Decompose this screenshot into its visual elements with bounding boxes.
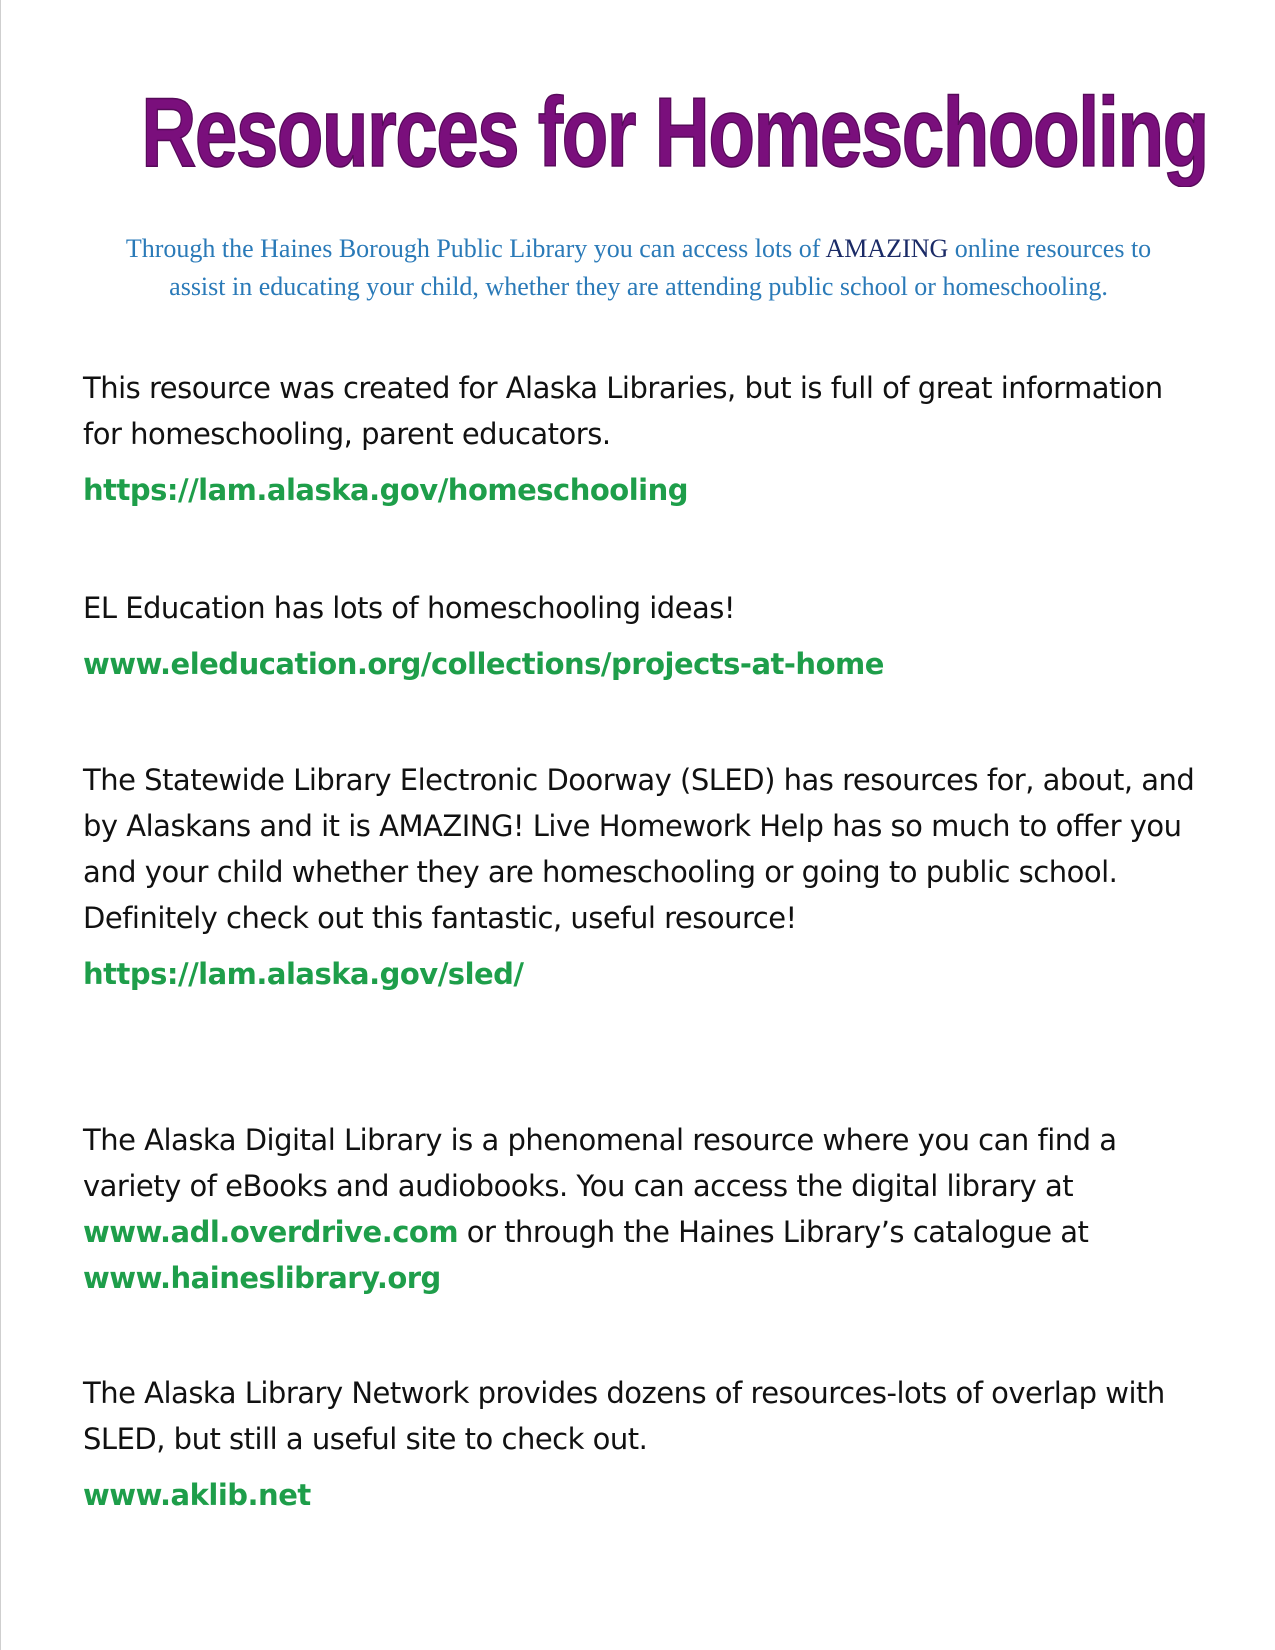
section-alaska-libraries	[83, 365, 1203, 513]
intro-text-end: online resources to assist in educating your child, whether they are attending public school or homeschooling.	[169, 234, 1152, 301]
section-text: This resource was created for Alaska Libraries, but is full of great information for homeschooling, parent educators.	[83, 371, 1163, 451]
page-title: Resources for Homeschooling	[141, 77, 1208, 187]
link-aklib[interactable]: www.aklib.net	[83, 1478, 311, 1512]
link-sled[interactable]: https://lam.alaska.gov/sled/	[83, 957, 524, 991]
section-text: EL Education has lots of homeschooling ideas!	[83, 591, 736, 625]
intro-text-start: Through the Haines Borough Public Library you can access lots of	[125, 234, 826, 263]
section-alaska-digital-library	[83, 1117, 1203, 1301]
section-text-start: The Alaska Digital Library is a phenomenal resource where you can find a variety of eBooks and audiobooks. You can access the digital library at	[83, 1123, 1117, 1203]
section-el-education	[83, 585, 1203, 687]
intro-amazing-word: AMAZING	[825, 234, 949, 263]
section-sled	[83, 757, 1203, 997]
section-text: The Alaska Library Network provides dozens of resources-lots of overlap with SLED, but still a useful site to check out.	[83, 1376, 1165, 1456]
section-text: The Statewide Library Electronic Doorway (SLED) has resources for, about, and by Alaskans and it is AMAZING! Live Homework Help has so much to offer you and your child whether they are homeschooling or going to public school. Definitely check out this fantastic, useful resource!	[83, 763, 1195, 935]
section-text-middle: or through the Haines Library’s catalogue at	[458, 1215, 1089, 1249]
link-eleducation[interactable]: www.eleducation.org/collections/projects-at-home	[83, 647, 884, 681]
section-text	[83, 1117, 1203, 1301]
link-haines-library[interactable]: www.haineslibrary.org	[83, 1261, 441, 1295]
link-adl-overdrive[interactable]: www.adl.overdrive.com	[83, 1215, 459, 1249]
section-alaska-library-network	[83, 1370, 1203, 1518]
intro-paragraph	[101, 230, 1176, 306]
link-homeschooling[interactable]: https://lam.alaska.gov/homeschooling	[83, 473, 688, 507]
